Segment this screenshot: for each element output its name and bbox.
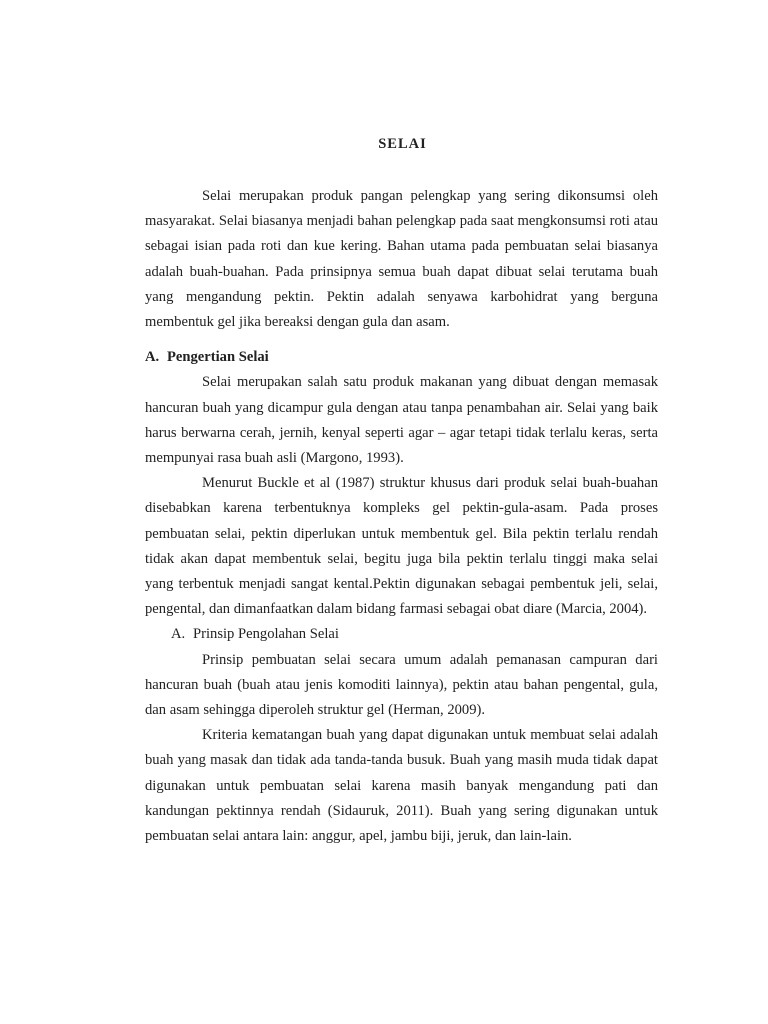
section-number: A. bbox=[145, 349, 160, 366]
paragraph: Prinsip pembuatan selai secara umum adalah pemanasan campuran dari hancuran buah (buah atau jenis komoditi lainnya), pektin atau bahan pengental, gula, dan asam sehingga diperoleh struktur gel (Herman, 2009). bbox=[145, 651, 658, 719]
paragraph: Menurut Buckle et al (1987) struktur khusus dari produk selai buah-buahan disebabkan karena terbentuknya kompleks gel pektin-gula-asam. Pada proses pembuatan selai, pektin diperlukan untuk membentuk gel. Bila pektin terlalu rendah tidak akan dapat membentuk selai, begitu juga bila pektin terlalu tinggi maka selai yang terbentuk menjadi sangat kental.Pektin digunakan sebagai pembentuk jeli, selai, pengental, dan dimanfaatkan dalam bidang farmasi sebagai obat diare (Marcia, 2004). bbox=[145, 475, 658, 618]
subsection-number: A. bbox=[171, 626, 186, 643]
section-heading-text: Pengertian Selai bbox=[167, 349, 269, 366]
paragraph: Selai merupakan salah satu produk makanan yang dibuat dengan memasak hancuran buah yang dicampur gula dengan atau tanpa penambahan air. Selai yang baik harus berwarna cerah, jernih, kenyal seperti agar – agar tetapi tidak terlalu keras, serta mempunyai rasa buah asli (Margono, 1993). bbox=[145, 374, 658, 467]
intro-paragraph: Selai merupakan produk pangan pelengkap yang sering dikonsumsi oleh masyarakat. Selai biasanya menjadi bahan pelengkap pada saat mengkonsumsi roti atau sebagai isian pada roti dan kue kering. Bahan utama pada pembuatan selai biasanya adalah buah-buahan. Pada prinsipnya semua buah dapat dibuat selai terutama buah yang mengandung pektin. Pektin adalah senyawa karbohidrat yang berguna membentuk gel jika bereaksi dengan gula dan asam. bbox=[145, 188, 658, 331]
document-body bbox=[145, 184, 658, 849]
subsection-heading-prinsip bbox=[145, 622, 658, 647]
section-heading-pengertian bbox=[145, 345, 658, 370]
paragraph: Kriteria kematangan buah yang dapat digunakan untuk membuat selai adalah buah yang masak dan tidak ada tanda-tanda busuk. Buah yang masih muda tidak dapat digunakan untuk pembuatan selai karena masih banyak mengandung pati dan kandungan pektinnya rendah (Sidauruk, 2011). Buah yang sering digunakan untuk pembuatan selai antara lain: anggur, apel, jambu biji, jeruk, dan lain-lain. bbox=[145, 727, 658, 845]
spacer bbox=[145, 335, 658, 345]
document-title: SELAI bbox=[378, 136, 427, 152]
subsection-heading-text: Prinsip Pengolahan Selai bbox=[193, 626, 339, 643]
